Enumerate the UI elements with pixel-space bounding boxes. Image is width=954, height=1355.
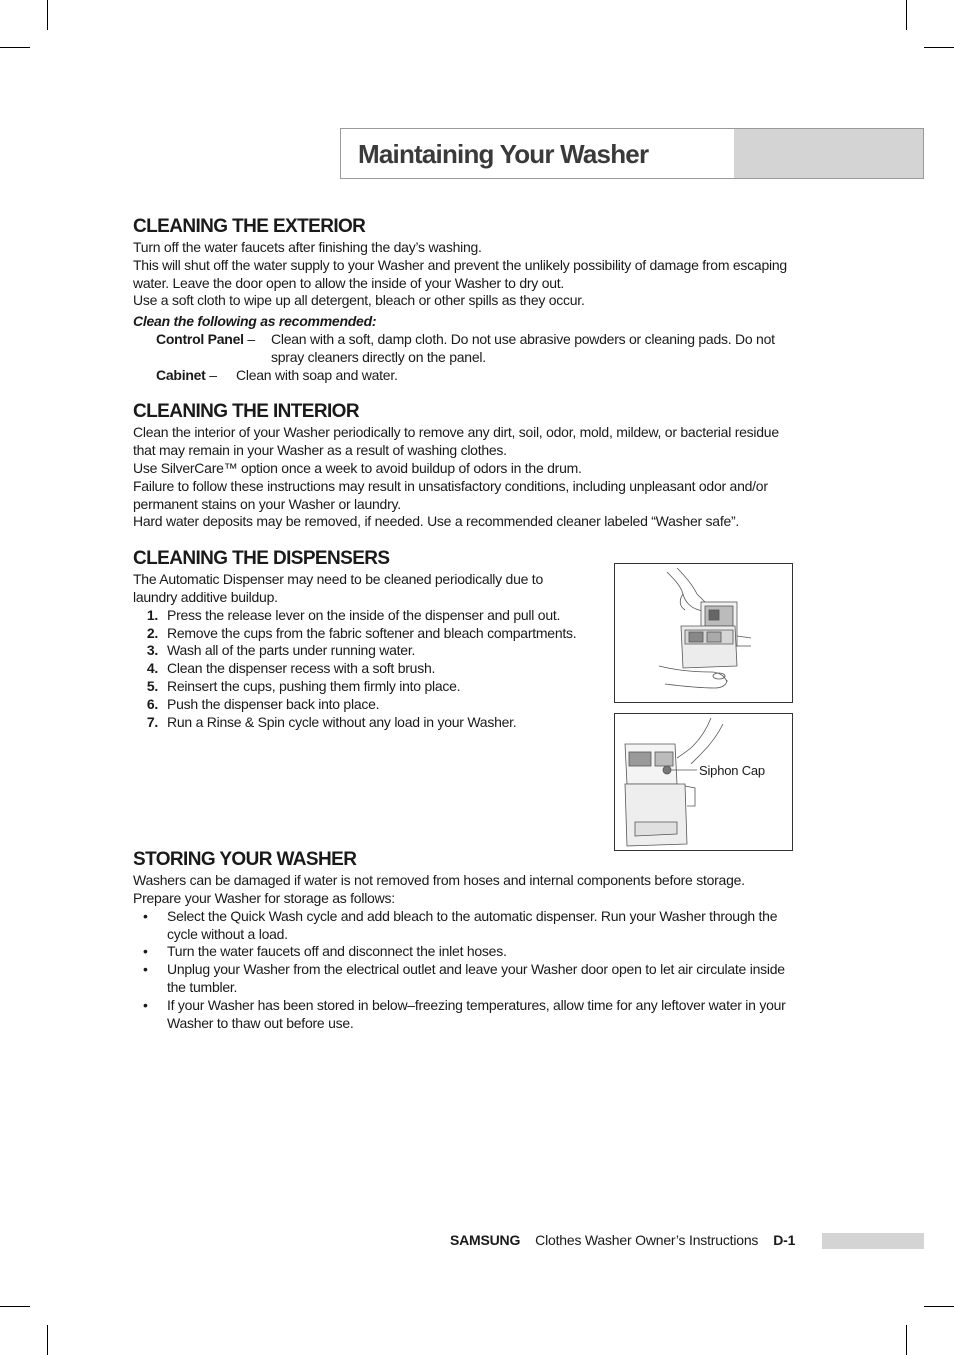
definition-description: Clean with a soft, damp cloth. Do not use abrasive powders or cleaning pads. Do not spray cleaners directly on the panel. [271, 330, 775, 365]
definition-term: Control Panel – [156, 330, 255, 347]
definition-description: Clean with soap and water. [236, 366, 398, 383]
footer-doc-title: Clothes Washer Owner’s Instructions [535, 1232, 759, 1248]
section-interior [133, 400, 798, 531]
list-item: • Select the Quick Wash cycle and add bleach to the automatic dispenser. Run your Washer through the cycle without a load. [133, 908, 798, 944]
paragraph: Use SilverCare™ option once a week to avoid buildup of odors in the drum. [133, 459, 582, 476]
crop-mark [47, 1325, 48, 1355]
paragraph: This will shut off the water supply to your Washer and prevent the unlikely possibility of damage from escaping water. Leave the door open to allow the inside of your Washer to dry out. [133, 256, 787, 291]
paragraph: The Automatic Dispenser may need to be cleaned periodically due to laundry additive buildup. [133, 571, 543, 605]
bullet-icon: • [143, 961, 148, 978]
list-item: 1. Press the release lever on the inside of the dispenser and pull out. [146, 606, 561, 623]
paragraph: Hard water deposits may be removed, if needed. Use a recommended cleaner labeled “Washer safe”. [133, 513, 740, 530]
dispenser-illustration [615, 564, 792, 702]
bullet-icon: • [143, 907, 148, 924]
bullet-icon: • [143, 943, 148, 960]
bullet-icon: • [143, 996, 148, 1013]
figure-dispenser-pullout [614, 563, 793, 703]
paragraph: Failure to follow these instructions may result in unsatisfactory conditions, including unpleasant odor and/or permanent stains on your Washer or laundry. [133, 477, 768, 512]
definition-term: Cabinet – [156, 366, 217, 383]
list-item: 3. Wash all of the parts under running water. [146, 642, 416, 659]
list-item: • Turn the water faucets off and disconnect the inlet hoses. [133, 943, 798, 961]
page-number: D-1 [773, 1232, 796, 1248]
siphon-cap-illustration [615, 714, 792, 850]
crop-mark [0, 1306, 30, 1307]
siphon-cap-label: Siphon Cap [699, 763, 765, 778]
list-item: 6. Push the dispenser back into place. [146, 695, 380, 712]
page-footer [450, 1232, 795, 1248]
list-item: 5. Reinsert the cups, pushing them firmly into place. [146, 677, 461, 694]
section-exterior [133, 215, 798, 384]
page-header [340, 128, 924, 179]
definition-cabinet [133, 367, 798, 385]
crop-mark [47, 0, 48, 30]
section-heading: STORING YOUR WASHER [133, 849, 357, 871]
crop-mark [924, 1306, 954, 1307]
section-heading: CLEANING THE DISPENSERS [133, 548, 390, 570]
footer-gray-bar [822, 1233, 924, 1249]
section-storing [133, 848, 798, 1032]
paragraph: Clean the interior of your Washer periodically to remove any dirt, soil, odor, mold, mildew, or bacterial residue that may remain in your Washer as a result of washing clothes. [133, 424, 779, 459]
section-heading: CLEANING THE INTERIOR [133, 401, 359, 423]
bullet-list [133, 908, 798, 1033]
figure-siphon-cap [614, 713, 793, 851]
recommendation-title: Clean the following as recommended: [133, 313, 377, 330]
crop-mark [906, 0, 907, 30]
paragraph: Washers can be damaged if water is not removed from hoses and internal components before storage. [133, 872, 745, 889]
list-item: 7. Run a Rinse & Spin cycle without any load in your Washer. [146, 713, 517, 730]
paragraph: Prepare your Washer for storage as follows: [133, 889, 395, 906]
crop-mark [0, 47, 30, 48]
definition-control-panel [133, 331, 798, 367]
list-item: 2. Remove the cups from the fabric softener and bleach compartments. [146, 624, 577, 641]
list-item: 4. Clean the dispenser recess with a soft brush. [146, 660, 436, 677]
crop-mark [906, 1325, 907, 1355]
header-gray-bar [734, 129, 923, 178]
crop-mark [924, 47, 954, 48]
paragraph: Turn off the water faucets after finishing the day’s washing. [133, 239, 482, 255]
list-item: • Unplug your Washer from the electrical outlet and leave your Washer door open to let air circulate inside the tumbler. [133, 961, 798, 997]
section-heading: CLEANING THE EXTERIOR [133, 216, 366, 237]
list-item: • If your Washer has been stored in below–freezing temperatures, allow time for any leftover water in your Washer to thaw out before use. [133, 997, 798, 1033]
paragraph: Use a soft cloth to wipe up all detergent, bleach or other spills as they occur. [133, 292, 585, 309]
footer-brand: SAMSUNG [450, 1232, 521, 1248]
page-title: Maintaining Your Washer [358, 139, 649, 169]
